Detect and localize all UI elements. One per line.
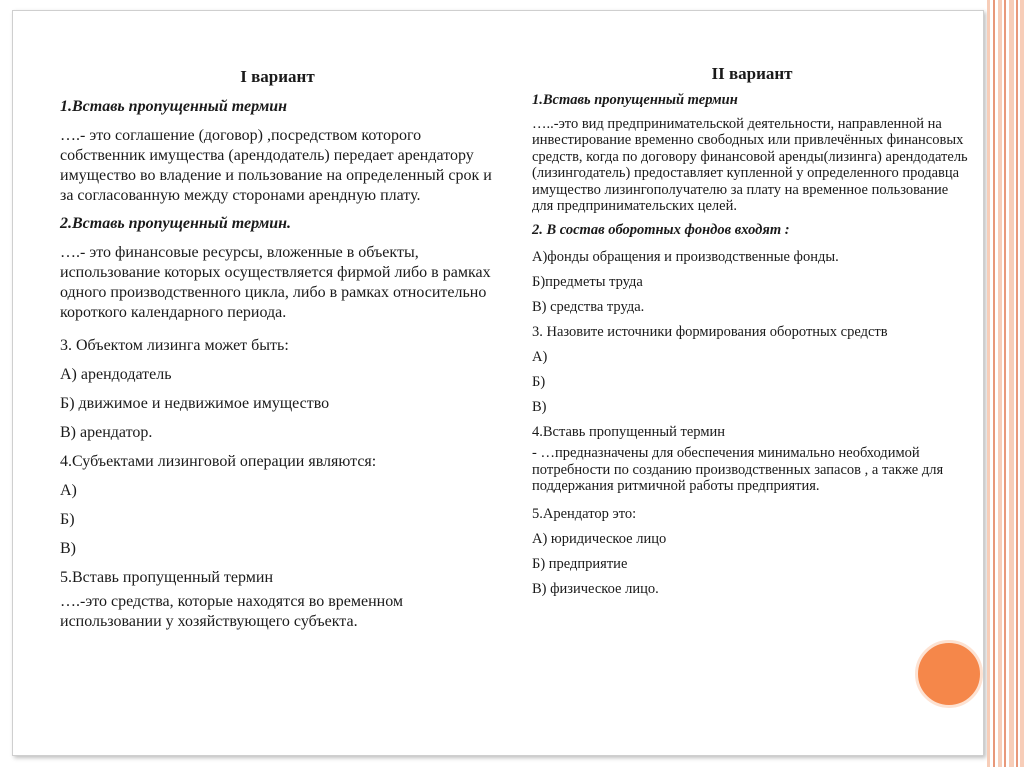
v2-question-1-heading: 1.Вставь пропущенный термин: [532, 92, 738, 108]
v2-question-2-option-a: А)фонды обращения и производственные фонды.: [532, 249, 839, 265]
variant-1-title: I вариант: [240, 67, 315, 86]
v1-question-2-text: ….- это финансовые ресурсы, вложенные в объекты, использование которых осуществляется фирмой либо в рамках одного производственного цикла, либо в рамках относительно короткого календарного периода.: [60, 244, 491, 321]
v2-question-5: 5.Арендатор это:: [532, 505, 637, 522]
v1-question-3: 3. Объектом лизинга может быть:: [60, 337, 289, 354]
v2-question-2-option-c: В) средства труда.: [532, 299, 645, 315]
v1-question-4-option-a: А): [60, 482, 77, 499]
v1-question-3-option-b: Б) движимое и недвижимое имущество: [60, 395, 330, 412]
v1-question-1-heading: 1.Вставь пропущенный термин: [60, 98, 288, 115]
v2-question-4: 4.Вставь пропущенный термин: [532, 424, 726, 440]
v2-question-5-option-b: Б) предприятие: [532, 555, 628, 572]
v1-question-4-option-c: В): [60, 540, 76, 557]
v2-question-3-option-b: Б): [532, 374, 546, 390]
v2-question-2-option-b: Б)предметы труда: [532, 274, 643, 290]
v1-question-4-option-b: Б): [60, 511, 75, 528]
v2-question-5-option-c: В) физическое лицо.: [532, 580, 659, 597]
v2-question-2-heading: 2. В состав оборотных фондов входят :: [532, 221, 790, 238]
v2-question-3: 3. Назовите источники формирования оборотных средств: [532, 324, 888, 340]
v1-question-1-text: ….- это соглашение (договор) ,посредством которого собственник имущества (арендодатель) передает арендатору имущество во владение и пользование на определенный срок и за согласованную между сторонами арендную плату.: [60, 127, 492, 204]
v2-question-4-text: - …предназначены для обеспечения минимально необходимой потребности по созданию производственных запасов , а также для поддержания ритмичной работы предприятия.: [532, 445, 944, 494]
v1-question-5-text: ….-это средства, которые находятся во временном использовании у хозяйствующего субъекта.: [60, 593, 404, 630]
variant-2-content: [532, 92, 972, 602]
v1-question-2-heading: 2.Вставь пропущенный термин.: [60, 215, 292, 232]
decorative-circle: [915, 640, 983, 708]
variant-1-content: [60, 97, 495, 640]
v1-question-4: 4.Субъектами лизинговой операции являются:: [60, 453, 377, 470]
v2-question-5-option-a: А) юридическое лицо: [532, 530, 667, 547]
v1-question-3-option-a: А) арендодатель: [60, 366, 172, 383]
v2-question-3-option-c: В): [532, 399, 547, 415]
v1-question-3-option-c: В) арендатор.: [60, 424, 153, 441]
v2-question-3-option-a: А): [532, 349, 548, 365]
v2-question-1-text: …..-это вид предпринимательской деятельности, направленной на инвестирование временно свободных или привлечённых финансовых средств, когда по договору финансовой аренды(лизинга) арендодатель (лизингодатель) предоставляет купленной у определенного продавца имущество лизингополучателю за плату на временное пользование для предпринимательских целей.: [532, 115, 968, 214]
v1-question-5: 5.Вставь пропущенный термин: [60, 569, 273, 586]
variant-2-title: II вариант: [711, 64, 793, 83]
